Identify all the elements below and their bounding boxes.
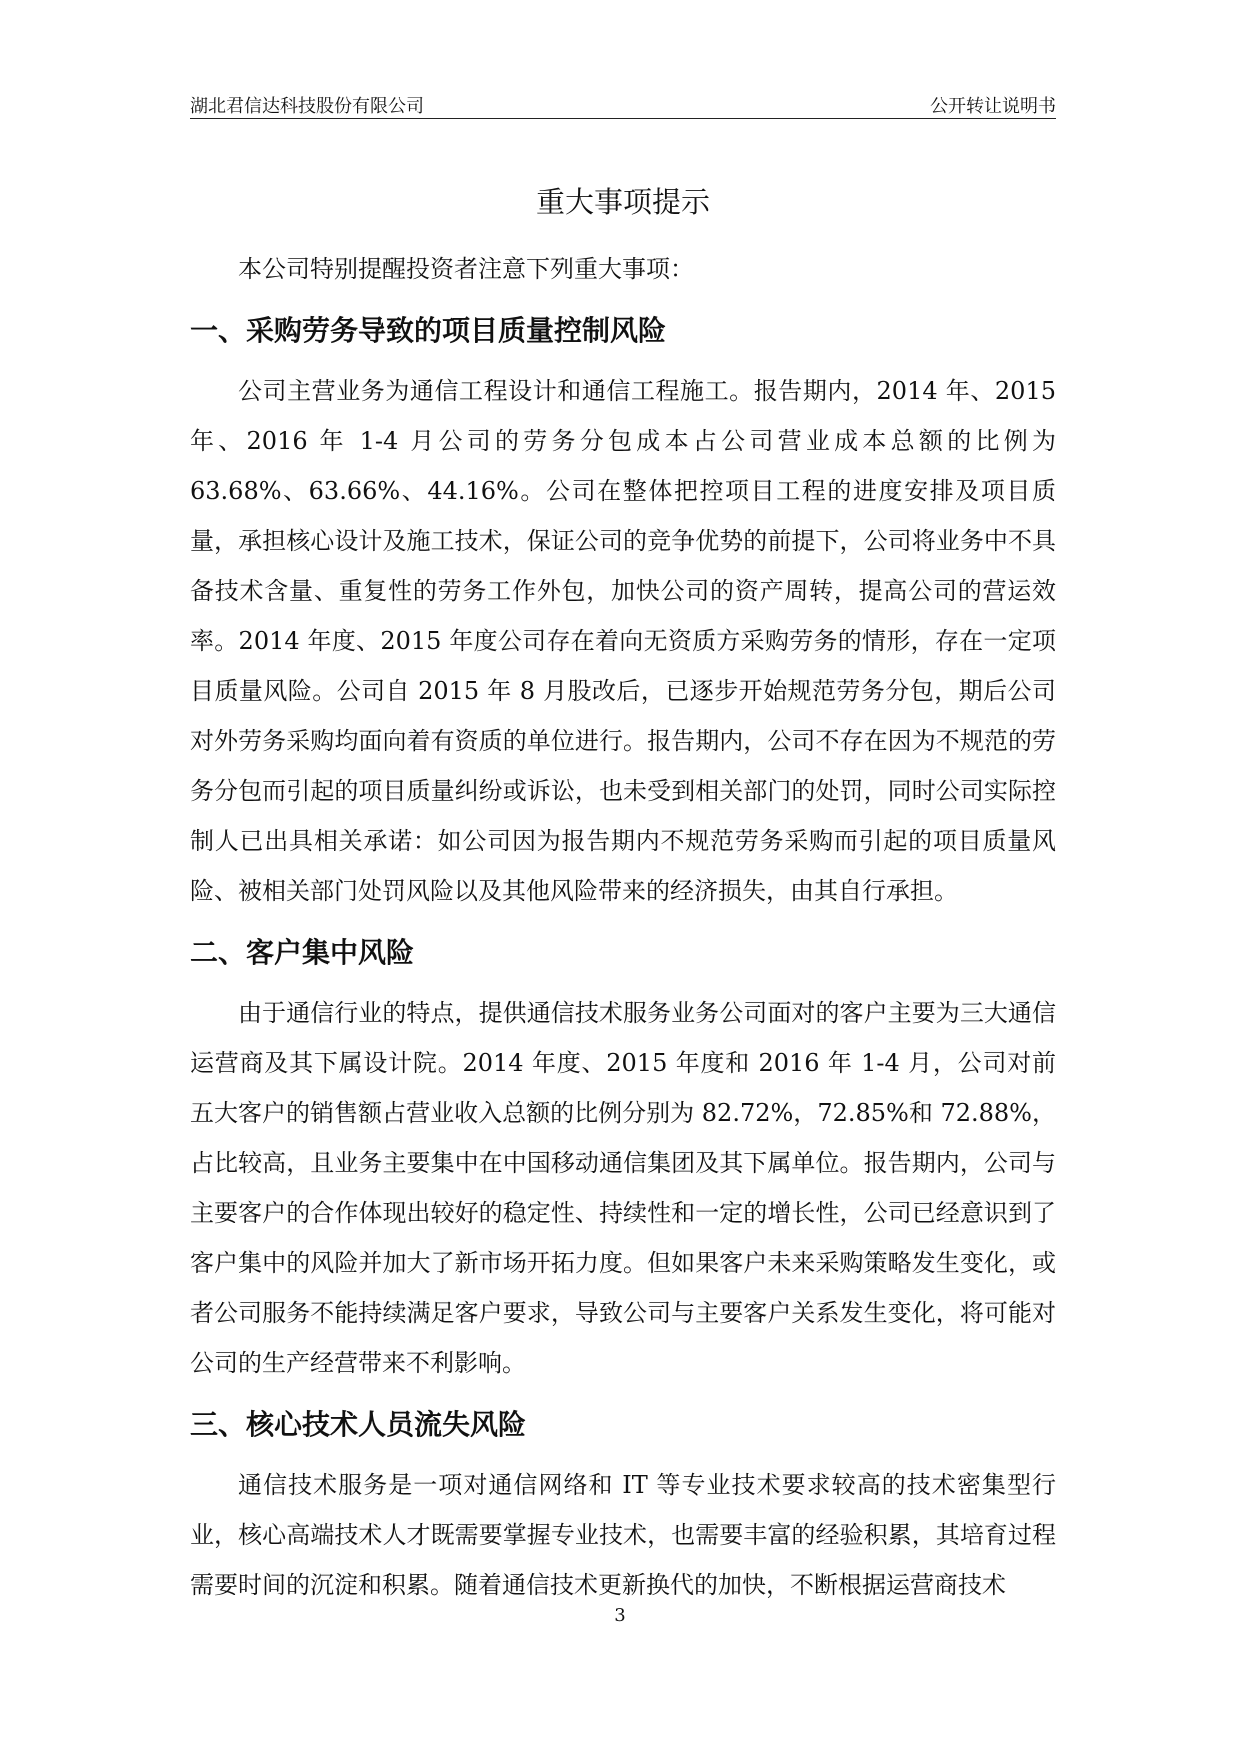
section-heading-2: 二、客户集中风险 bbox=[190, 936, 415, 969]
section-body-1: 公司主营业务为通信工程设计和通信工程施工。报告期内，2014 年、2015 年、2016 年 1-4 月公司的劳务分包成本占公司营业成本总额的比例为 63.68%、63.66%、44.16%。公司在整体把控项目工程的进度安排及项目质量，承担核心设计及施工技术，保证公司的竞争优势的前提下，公司将业务中不具备技术含量、重复性的劳务工作外包，加快公司的资产周转，提高公司的营运效率。2014 年度、2015 年度公司存在着向无资质方采购劳务的情形，存在一定项目质量风险。公司自 2015 年 8 月股改后，已逐步开始规范劳务分包，期后公司对外劳务采购均面向着有资质的单位进行。报告期内，公司不存在因为不规范的劳务分包而引起的项目质量纠纷或诉讼，也未受到相关部门的处罚，同时公司实际控制人已出具相关承诺：如公司因为报告期内不规范劳务采购而引起的项目质量风险、被相关部门处罚风险以及其他风险带来的经济损失，由其自行承担。 bbox=[190, 377, 1056, 905]
header-doc-type: 公开转让说明书 bbox=[930, 96, 1056, 117]
intro-text: 本公司特别提醒投资者注意下列重大事项： bbox=[238, 255, 694, 283]
page-header bbox=[190, 86, 1056, 119]
document-title: 重大事项提示 bbox=[535, 185, 710, 219]
section-heading-3: 三、核心技术人员流失风险 bbox=[190, 1408, 527, 1441]
section-heading-1: 一、采购劳务导致的项目质量控制风险 bbox=[190, 314, 667, 347]
page-content bbox=[190, 160, 1056, 1610]
header-company: 湖北君信达科技股份有限公司 bbox=[190, 96, 424, 117]
page-number: 3 bbox=[614, 1605, 626, 1626]
section-body-3: 通信技术服务是一项对通信网络和 IT 等专业技术要求较高的技术密集型行业，核心高端技术人才既需要掌握专业技术，也需要丰富的经验积累，其培育过程需要时间的沉淀和积累。随着通信技术更新换代的加快，不断根据运营商技术 bbox=[190, 1471, 1056, 1599]
section-body-2: 由于通信行业的特点，提供通信技术服务业务公司面对的客户主要为三大通信运营商及其下属设计院。2014 年度、2015 年度和 2016 年 1-4 月，公司对前五大客户的销售额占营业收入总额的比例分别为 82.72%，72.85%和 72.88%，占比较高，且业务主要集中在中国移动通信集团及其下属单位。报告期内，公司与主要客户的合作体现出较好的稳定性、持续性和一定的增长性，公司已经意识到了客户集中的风险并加大了新市场开拓力度。但如果客户未来采购策略发生变化，或者公司服务不能持续满足客户要求，导致公司与主要客户关系发生变化，将可能对公司的生产经营带来不利影响。 bbox=[190, 999, 1056, 1377]
